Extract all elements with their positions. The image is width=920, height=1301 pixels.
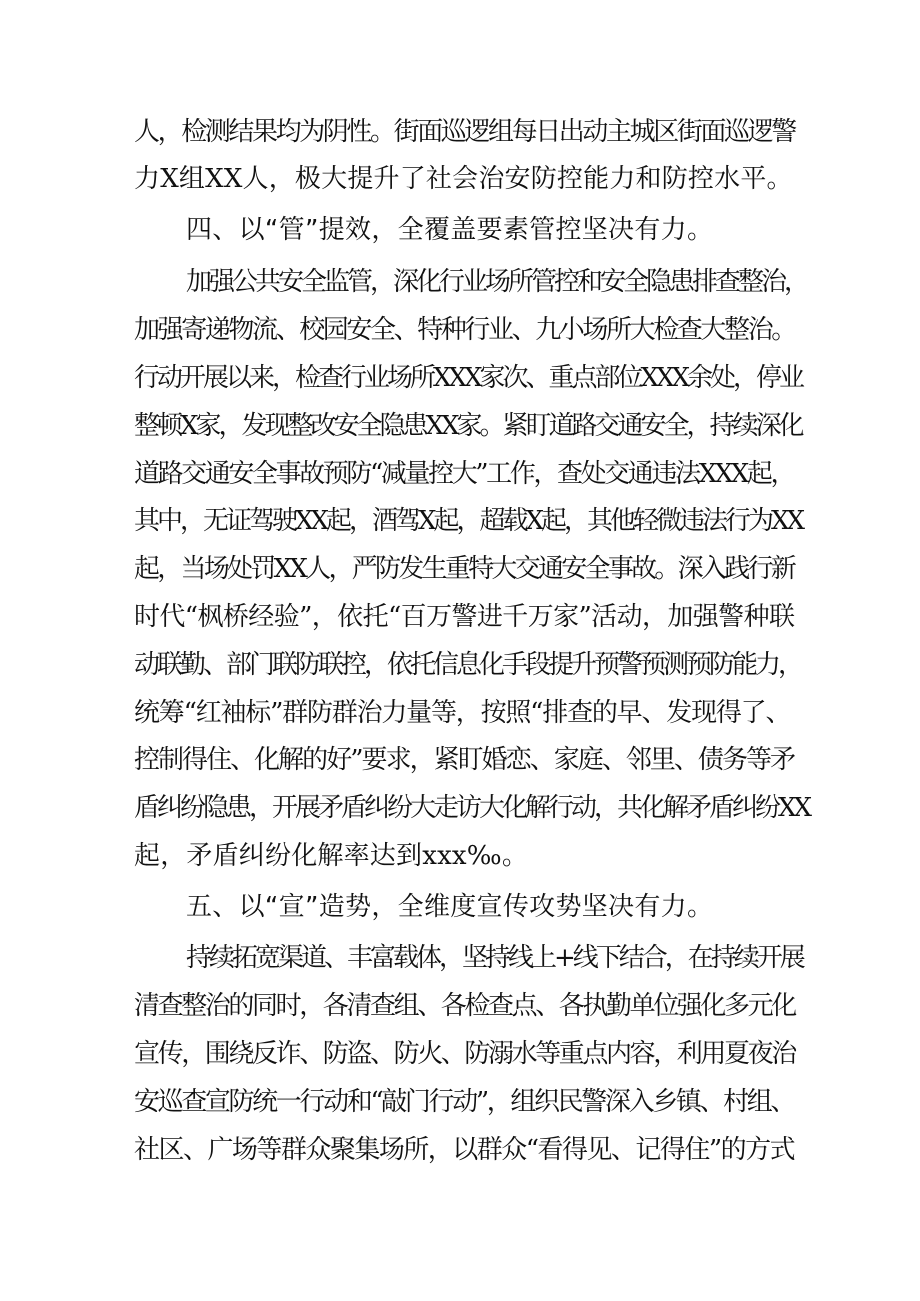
paragraph-line: 控制得住、化解的好”要求，紧盯婚恋、家庭、邻里、债务等矛 — [134, 745, 794, 775]
section-heading-4: 四、以“管”提效，全覆盖要素管控坚决有力。 — [186, 215, 714, 245]
paragraph-line: 盾纠纷隐患，开展矛盾纠纷大走访大化解行动，共化解矛盾纠纷XX — [134, 793, 810, 823]
paragraph-line: 力X组XX人，极大提升了社会治安防控能力和防控水平。 — [134, 164, 793, 194]
paragraph-line: 持续拓宽渠道、丰富载体，坚持线上+线下结合，在持续开展 — [186, 943, 803, 973]
paragraph-line: 社区、广场等群众聚集场所，以群众“看得见、记得住”的方式 — [134, 1135, 794, 1165]
paragraph-line: 时代“枫桥经验”，依托“百万警进千万家”活动，加强警种联 — [134, 602, 795, 632]
paragraph-line: 加强寄递物流、校园安全、特种行业、九小场所大检查大整治。 — [134, 315, 795, 345]
paragraph-line: 其中，无证驾驶XX起，酒驾X起，超载X起，其他轻微违法行为XX — [134, 506, 803, 536]
paragraph-line: 加强公共安全监管，深化行业场所管控和安全隐患排查整治， — [186, 267, 808, 297]
paragraph-line: 安巡查宣防统一行动和“敲门行动”，组织民警深入乡镇、村组、 — [134, 1087, 794, 1117]
paragraph-line: 宣传，围绕反诈、防盗、防火、防溺水等重点内容，利用夏夜治 — [134, 1039, 795, 1069]
paragraph-line: 动联勤、部门联防联控，依托信息化手段提升预警预测预防能力， — [134, 650, 802, 680]
paragraph-line: 人，检测结果均为阴性。街面巡逻组每日出动主城区街面巡逻警 — [134, 117, 795, 147]
paragraph-line: 起，矛盾纠纷化解率达到xxx‰。 — [134, 841, 529, 871]
paragraph-line: 道路交通安全事故预防“减量控大”工作，查处交通违法XXX起， — [134, 459, 795, 489]
paragraph-line: 起，当场处罚XX人，严防发生重特大交通安全事故。深入践行新 — [134, 554, 794, 584]
paragraph-line: 整顿X家，发现整改安全隐患XX家。紧盯道路交通安全，持续深化 — [134, 411, 802, 441]
paragraph-line: 统筹“红袖标”群防群治力量等，按照“排查的早、发现得了、 — [134, 698, 791, 728]
section-heading-5: 五、以“宣”造势，全维度宣传攻势坚决有力。 — [186, 892, 714, 922]
paragraph-line: 行动开展以来，检查行业场所XXX家次、重点部位XXX余处，停业 — [134, 363, 803, 393]
paragraph-line: 清查整治的同时，各清查组、各检查点、各执勤单位强化多元化 — [134, 991, 795, 1021]
